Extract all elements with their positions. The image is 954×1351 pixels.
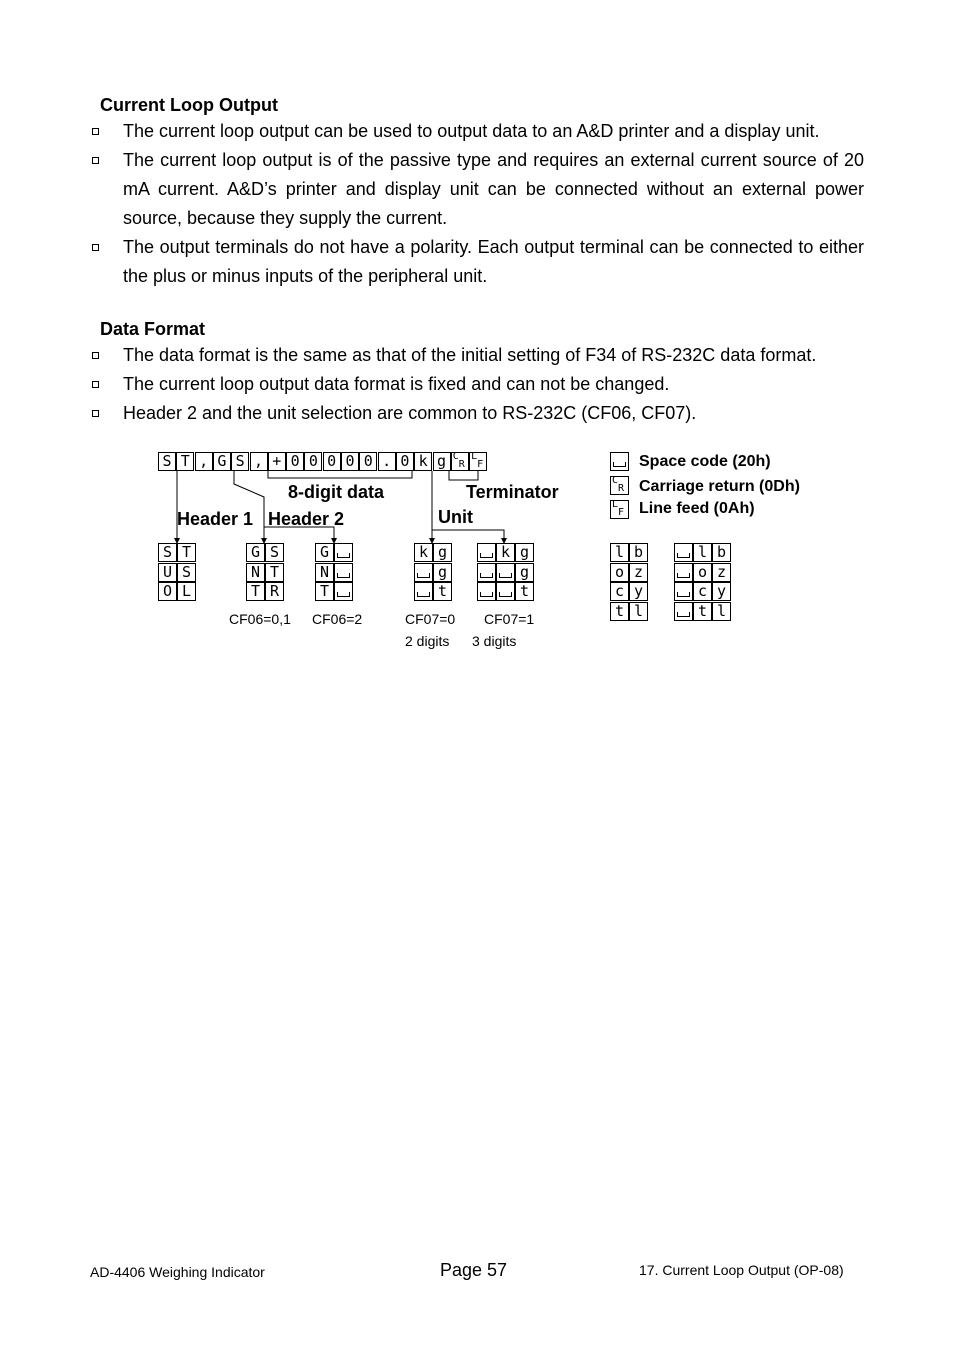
format-char-cell: z bbox=[629, 563, 648, 582]
format-char-cell: y bbox=[712, 582, 731, 601]
format-char-cell: t bbox=[433, 582, 452, 601]
format-char-cell: l bbox=[610, 543, 629, 562]
bullet-item: The output terminals do not have a polarity. Each output terminal can be connected to either the plus or minus inputs of the peripheral unit. bbox=[90, 233, 864, 291]
format-char-cell: T bbox=[265, 563, 284, 582]
format-char-cell: 0 bbox=[323, 452, 341, 471]
format-char-cell: N bbox=[246, 563, 265, 582]
section-heading-data-format: Data Format bbox=[100, 319, 206, 339]
format-char-cell: 0 bbox=[359, 452, 377, 471]
format-char-cell: + bbox=[268, 452, 286, 471]
format-char-cell: , bbox=[250, 452, 268, 471]
space-symbol-icon bbox=[480, 553, 493, 558]
carriage-return-icon: C R bbox=[451, 452, 469, 471]
format-char-cell: g bbox=[515, 543, 534, 562]
format-char-cell bbox=[477, 582, 496, 601]
format-char-cell: t bbox=[515, 582, 534, 601]
format-char-cell: T bbox=[246, 582, 265, 601]
format-char-cell: t bbox=[610, 602, 629, 621]
space-symbol-icon bbox=[417, 592, 430, 597]
format-char-cell: c bbox=[610, 582, 629, 601]
format-char-cell: o bbox=[693, 563, 712, 582]
format-char-cell: S bbox=[158, 452, 176, 471]
format-char-cell: G bbox=[213, 452, 231, 471]
space-symbol-icon bbox=[677, 592, 690, 597]
format-char-cell: L bbox=[177, 582, 196, 601]
legend-space-code: Space code (20h) bbox=[639, 453, 771, 470]
format-char-cell: T bbox=[176, 452, 194, 471]
label-8-digit-data: 8-digit data bbox=[288, 482, 385, 502]
footer-product-name: AD-4406 Weighing Indicator bbox=[90, 1264, 265, 1280]
format-char-cell: S bbox=[177, 563, 196, 582]
caption-cf07-0: CF07=0 bbox=[405, 611, 456, 627]
format-char-cell: 0 bbox=[304, 452, 322, 471]
format-char-cell bbox=[496, 563, 515, 582]
format-char-cell: g bbox=[433, 452, 451, 471]
footer-section-title: 17. Current Loop Output (OP-08) bbox=[639, 1262, 844, 1278]
format-char-cell: S bbox=[231, 452, 249, 471]
format-char-cell: k bbox=[496, 543, 515, 562]
label-unit: Unit bbox=[438, 507, 473, 527]
format-char-cell: G bbox=[315, 543, 334, 562]
bullet-item: The current loop output can be used to output data to an A&D printer and a display unit. bbox=[90, 117, 864, 146]
bullet-item: The current loop output is of the passive type and requires an external current source of 20 mA current. A&D’s printer and display unit can be connected without an external power source, because they supply the current. bbox=[90, 146, 864, 233]
bullet-item: Header 2 and the unit selection are common to RS-232C (CF06, CF07). bbox=[90, 399, 864, 428]
caption-3-digits: 3 digits bbox=[472, 633, 517, 649]
space-symbol-icon bbox=[499, 592, 512, 597]
space-symbol-icon bbox=[337, 553, 350, 558]
caption-cf06-0-1: CF06=0,1 bbox=[229, 611, 291, 627]
format-char-cell: U bbox=[158, 563, 177, 582]
space-symbol-icon bbox=[677, 573, 690, 578]
format-char-cell bbox=[674, 602, 693, 621]
space-symbol-icon bbox=[480, 573, 493, 578]
space-symbol-icon bbox=[417, 573, 430, 578]
format-char-cell: T bbox=[177, 543, 196, 562]
line-feed-icon: L F bbox=[610, 500, 629, 519]
format-char-cell: l bbox=[712, 602, 731, 621]
format-char-cell: . bbox=[378, 452, 396, 471]
space-symbol-icon bbox=[337, 573, 350, 578]
line-feed-icon: L F bbox=[469, 452, 487, 471]
space-symbol-icon bbox=[613, 462, 626, 467]
format-char-cell: S bbox=[158, 543, 177, 562]
bullet-item: The data format is the same as that of the initial setting of F34 of RS-232C data format. bbox=[90, 341, 864, 370]
caption-cf07-1: CF07=1 bbox=[484, 611, 535, 627]
format-char-cell: , bbox=[195, 452, 213, 471]
format-char-cell bbox=[477, 563, 496, 582]
format-char-cell: g bbox=[433, 563, 452, 582]
format-char-cell: S bbox=[265, 543, 284, 562]
caption-2-digits: 2 digits bbox=[405, 633, 450, 649]
format-char-cell bbox=[610, 452, 629, 471]
format-char-cell: g bbox=[433, 543, 452, 562]
format-char-cell: 0 bbox=[396, 452, 414, 471]
format-char-cell: o bbox=[610, 563, 629, 582]
format-char-cell bbox=[674, 563, 693, 582]
space-symbol-icon bbox=[480, 592, 493, 597]
label-header-1: Header 1 bbox=[177, 509, 254, 529]
format-char-cell: g bbox=[515, 563, 534, 582]
format-char-cell bbox=[496, 582, 515, 601]
footer-page-number: Page 57 bbox=[440, 1260, 508, 1280]
space-symbol-icon bbox=[337, 592, 350, 597]
format-char-cell: O bbox=[158, 582, 177, 601]
format-char-cell: k bbox=[414, 452, 432, 471]
caption-cf06-2: CF06=2 bbox=[312, 611, 363, 627]
format-char-cell bbox=[334, 563, 353, 582]
format-char-cell: T bbox=[315, 582, 334, 601]
format-char-cell bbox=[674, 582, 693, 601]
space-symbol-icon bbox=[499, 573, 512, 578]
format-char-cell: y bbox=[629, 582, 648, 601]
format-char-cell: N bbox=[315, 563, 334, 582]
format-char-cell: l bbox=[693, 543, 712, 562]
format-char-cell: k bbox=[414, 543, 433, 562]
bullet-item: The current loop output data format is fixed and can not be changed. bbox=[90, 370, 864, 399]
format-char-cell: l bbox=[629, 602, 648, 621]
format-char-cell: t bbox=[693, 602, 712, 621]
format-char-cell: 0 bbox=[341, 452, 359, 471]
format-char-cell bbox=[334, 543, 353, 562]
format-char-cell bbox=[477, 543, 496, 562]
format-char-cell bbox=[334, 582, 353, 601]
format-char-cell: R bbox=[265, 582, 284, 601]
format-char-cell: 0 bbox=[286, 452, 304, 471]
format-char-cell: c bbox=[693, 582, 712, 601]
format-char-cell: b bbox=[629, 543, 648, 562]
label-terminator: Terminator bbox=[466, 482, 559, 502]
format-char-cell: z bbox=[712, 563, 731, 582]
format-char-cell bbox=[414, 563, 433, 582]
format-char-cell: G bbox=[246, 543, 265, 562]
legend-carriage-return: Carriage return (0Dh) bbox=[639, 478, 800, 495]
format-char-cell: b bbox=[712, 543, 731, 562]
label-header-2: Header 2 bbox=[268, 509, 345, 529]
format-char-cell bbox=[414, 582, 433, 601]
section-heading-current-loop: Current Loop Output bbox=[100, 95, 278, 115]
space-symbol-icon bbox=[677, 553, 690, 558]
carriage-return-icon: C R bbox=[610, 476, 629, 495]
space-symbol-icon bbox=[677, 612, 690, 617]
legend-line-feed: Line feed (0Ah) bbox=[639, 500, 755, 517]
format-char-cell bbox=[674, 543, 693, 562]
